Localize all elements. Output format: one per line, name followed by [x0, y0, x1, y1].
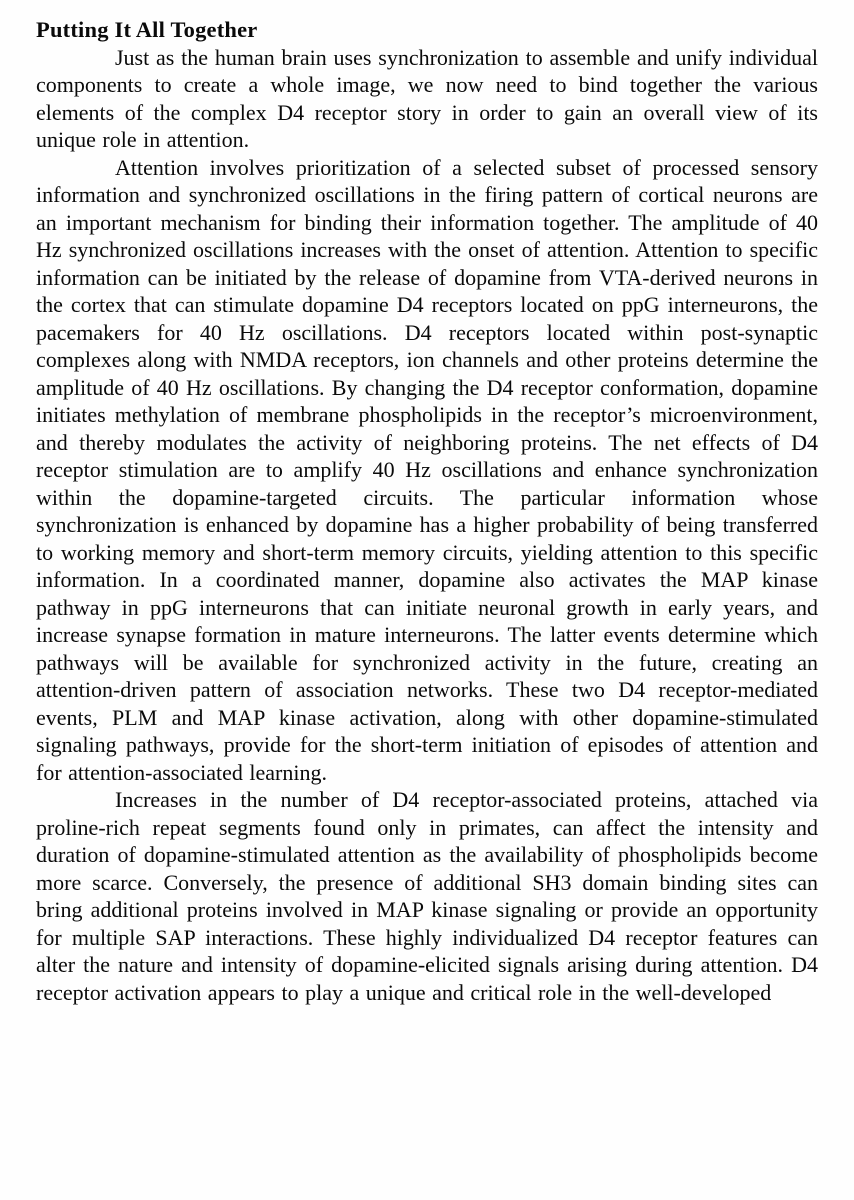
paragraph-1: Just as the human brain uses synchronization to assemble and unify individual components to create a whole image, we now need to bind together the various elements of the complex D4 receptor story in order to gain an overall view of its unique role in attention. [36, 44, 818, 152]
paragraph-3: Increases in the number of D4 receptor-associated proteins, attached via proline-rich repeat segments found only in primates, can affect the intensity and duration of dopamine-stimulated attention as the availability of phospholipids become more scarce. Conversely, the presence of additional SH3 domain binding sites can bring additional proteins involved in MAP kinase signaling or provide an opportunity for multiple SAP interactions. These highly individualized D4 receptor features can alter the nature and intensity of dopamine-elicited signals arising during attention. D4 receptor activation appears to play a unique and critical role in the well-developed [36, 787, 818, 1005]
paragraph-2: Attention involves prioritization of a selected subset of processed sensory information and synchronized oscillations in the firing pattern of cortical neurons are an important mechanism for binding their information together. The amplitude of 40 Hz synchronized oscillations increases with the onset of attention. Attention to specific information can be initiated by the release of dopamine from VTA-derived neurons in the cortex that can stimulate dopamine D4 receptors located on ppG interneurons, the pacemakers for 40 Hz oscillations. D4 receptors located within post-synaptic complexes along with NMDA receptors, ion channels and other proteins determine the amplitude of 40 Hz oscillations. By changing the D4 receptor conformation, dopamine initiates methylation of membrane phospholipids in the receptor’s microenvironment, and thereby modulates the activity of neighboring proteins. The net effects of D4 receptor stimulation are to amplify 40 Hz oscillations and enhance synchronization within the dopamine-targeted circuits. The particular information whose synchronization is enhanced by dopamine has a higher probability of being transferred to working memory and short-term memory circuits, yielding attention to this specific information. In a coordinated manner, dopamine also activates the MAP kinase pathway in ppG interneurons that can initiate neuronal growth in early years, and increase synapse formation in mature interneurons. The latter events determine which pathways will be available for synchronized activity in the future, creating an attention-driven pattern of association networks. These two D4 receptor-mediated events, PLM and MAP kinase activation, along with other dopamine-stimulated signaling pathways, provide for the short-term initiation of episodes of attention and for attention-associated learning. [36, 154, 818, 785]
section-heading: Putting It All Together [36, 17, 258, 42]
